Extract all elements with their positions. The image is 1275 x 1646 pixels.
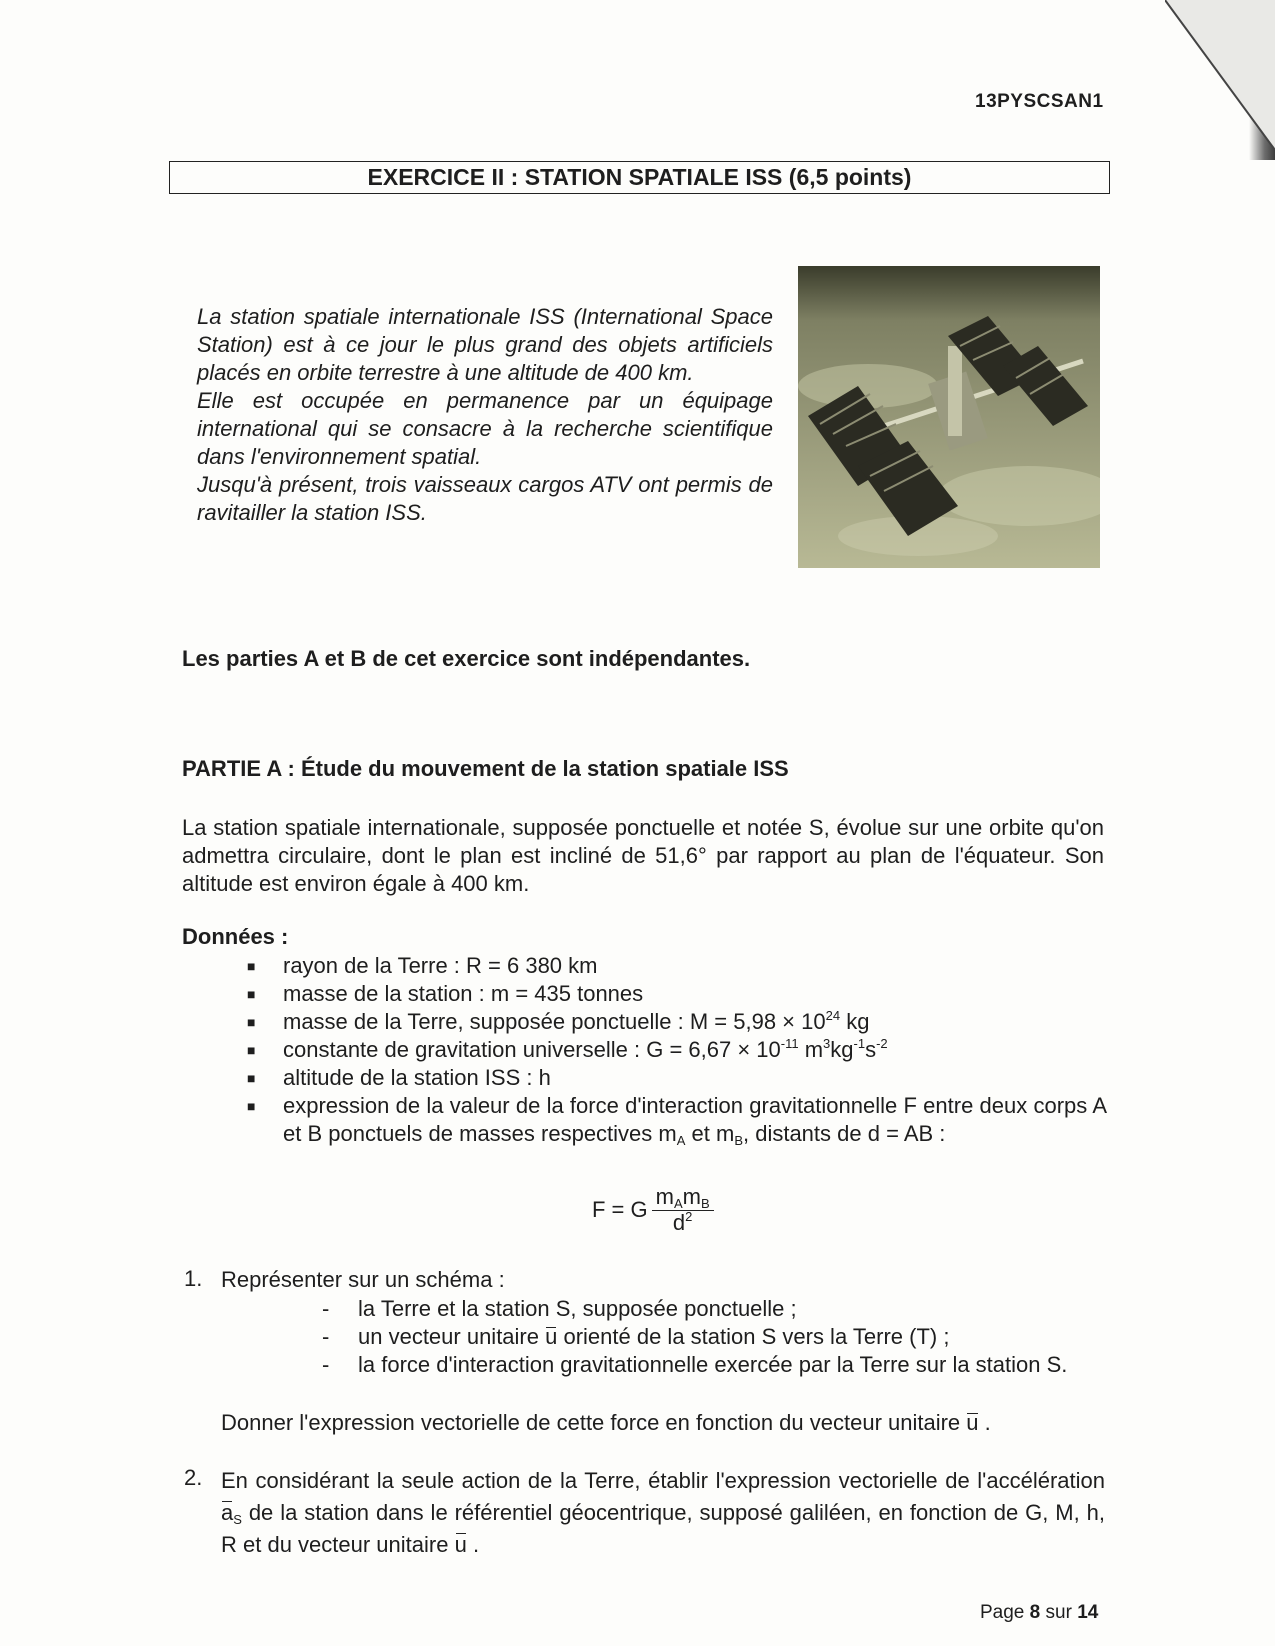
square-bullet-icon: ■ [247,986,256,1002]
iss-photo [798,266,1100,568]
intro-text [197,303,773,527]
formula-lhs: F = G [592,1197,648,1222]
question-1-text: Représenter sur un schéma : [221,1267,505,1292]
formula-denominator: $d^2$ [672,1209,693,1235]
list-item: ■ expression de la valeur de la force d'interaction gravitationnelle F entre deux corps A et B ponctuels de masses respectives $m_A$ et $m_B$, distants de d = AB : [247,1093,1107,1148]
dash-bullet-icon: - [322,1296,330,1321]
list-item: ■ masse de la station : m = 435 tonnes [247,981,644,1006]
intro-paragraph: Elle est occupée en permanence par un équipage international qui se consacre à la recherche scientifique dans l'environnement spatial. [197,388,773,469]
question-1-number: 1. [184,1266,203,1291]
vector-u: u [966,1410,979,1435]
list-item: ■ rayon de la Terre : R = 6 380 km [247,953,598,978]
exercise-title: EXERCICE II : STATION SPATIALE ISS (6,5 points) [367,164,912,190]
donnees-list [247,952,1107,1148]
list-item: - la Terre et la station S, supposée ponctuelle ; [322,1296,797,1321]
dash-bullet-icon: - [322,1324,330,1349]
formula-fraction [652,1185,714,1235]
square-bullet-icon: ■ [247,958,256,974]
square-bullet-icon: ■ [247,1098,256,1114]
square-bullet-icon: ■ [247,1070,256,1086]
page-number: Page 8 sur 14 [980,1602,1099,1623]
part-a-paragraph: La station spatiale internationale, supposée ponctuelle et notée S, évolue sur une orbite qu'on admettra circulaire, dont le plan est incliné de 51,6° par rapport au plan de l'équateur. Son altitude est environ égale à 400 km. [182,815,1104,896]
list-item: ■ constante de gravitation universelle : $G = 6,67 \times 10^{-11}$ $m^3kg^{-1}s^{-2}$ [247,1036,888,1062]
formula-numerator: $m_Am_B$ [652,1185,714,1211]
list-item: - la force d'interaction gravitationnelle exercée par la Terre sur la station S. [322,1352,1068,1377]
list-item: ■ masse de la Terre, supposée ponctuelle : $M = 5,98 \times 10^{24}$ kg [247,1008,870,1034]
independence-note: Les parties A et B de cet exercice sont indépendantes. [182,646,751,671]
square-bullet-icon: ■ [247,1042,256,1058]
vector-u: u [455,1529,467,1561]
intro-paragraph: La station spatiale internationale ISS (International Space Station) est à ce jour le plus grand des objets artificiels placés en orbite terrestre à une altitude de 400 km. [197,304,773,385]
vector-u: u [545,1324,558,1349]
square-bullet-icon: ■ [247,1014,256,1030]
exercise-title-box [169,161,1110,194]
question-2-number: 2. [184,1465,203,1490]
question-2-text: En considérant la seule action de la Terre, établir l'expression vectorielle de l'accélération $a_S$ de la station dans le référentiel géocentrique, supposé galiléen, en fonction de G, M, h, R et du vecteur unitaire u . [221,1465,1105,1561]
gravitation-formula [592,1185,714,1235]
vector-a: a [221,1497,233,1529]
list-item: ■ altitude de la station ISS : h [247,1065,551,1090]
folded-corner [1165,0,1275,150]
exam-code: 13PYSCSAN1 [975,91,1104,112]
part-a-title: PARTIE A : Étude du mouvement de la station spatiale ISS [182,756,789,781]
question-1-items [322,1295,1105,1379]
dash-bullet-icon: - [322,1352,330,1377]
intro-paragraph: Jusqu'à présent, trois vaisseaux cargos ATV ont permis de ravitailler la station ISS. [197,472,773,525]
question-1-follow-up: Donner l'expression vectorielle de cette force en fonction du vecteur unitaire u . [221,1410,991,1435]
donnees-label: Données : [182,924,289,949]
list-item: - un vecteur unitaire u orienté de la station S vers la Terre (T) ; [322,1324,950,1349]
